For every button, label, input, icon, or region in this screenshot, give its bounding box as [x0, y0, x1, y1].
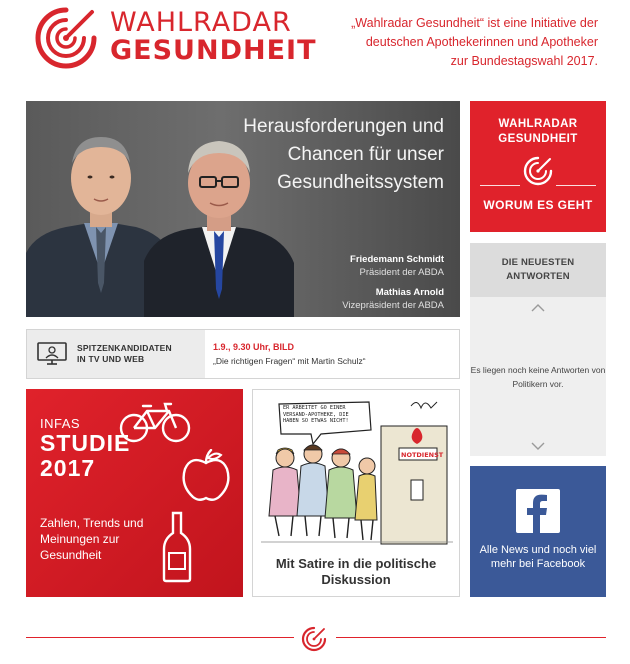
studie-tile[interactable]	[26, 389, 243, 597]
kandidaten-label	[77, 343, 172, 365]
kandidaten-date: 1.9., 9.30 Uhr, BILD	[213, 342, 295, 352]
wahlradar-card[interactable]	[470, 101, 606, 232]
logo-wordmark-line2[interactable]: GESUNDHEIT	[110, 35, 317, 66]
satire-cartoon-image	[261, 396, 453, 546]
answers-empty-text: Es liegen noch keine Antworten von Politikern vor.	[470, 365, 606, 389]
bottle-icon	[162, 511, 192, 583]
spitzenkandidaten-teaser[interactable]	[26, 329, 460, 379]
cartoon-speech-text: ER ARBEITET GO EINER VERSAND-APOTHEKE, DIE HABEN SO ETWAS NICHT!	[283, 405, 349, 425]
facebook-tile[interactable]	[470, 466, 606, 597]
kandidaten-label-line2: IN TV UND WEB	[77, 354, 145, 364]
wahlradar-logo-icon[interactable]	[301, 626, 327, 652]
kandidaten-label-panel	[27, 330, 205, 378]
wahlradar-logo-icon	[523, 156, 553, 186]
answers-heading-line2: ANTWORTEN	[506, 271, 570, 282]
wahlradar-card-title-line2: GESUNDHEIT	[498, 133, 578, 145]
apple-icon	[181, 449, 231, 503]
hero-caption	[284, 253, 444, 312]
facebook-icon	[516, 489, 560, 533]
hero-title: Herausforderungen und Chancen für unser Gesundheitssystem	[243, 116, 444, 193]
bicycle-icon	[119, 401, 191, 443]
card-divider-right	[556, 185, 596, 186]
kandidaten-text: „Die richtigen Fragen“ mit Martin Schulz“	[213, 356, 366, 366]
answers-heading	[470, 243, 606, 297]
studie-description: Zahlen, Trends und Meinungen zur Gesundheit	[40, 516, 144, 562]
hero-banner[interactable]	[26, 101, 460, 317]
studie-sub: INFAS	[40, 416, 81, 431]
studie-title	[40, 431, 130, 481]
footer-divider-left	[26, 637, 294, 638]
chevron-down-icon[interactable]	[531, 441, 545, 451]
kandidaten-label-line1: SPITZENKANDIDATEN	[77, 343, 172, 353]
facebook-text: Alle News und noch viel mehr bei Facebook	[479, 544, 597, 570]
wahlradar-logo-icon[interactable]	[34, 6, 98, 70]
person1-role: Präsident der ABDA	[359, 267, 444, 278]
tv-icon	[37, 342, 67, 366]
chevron-up-icon[interactable]	[531, 303, 545, 313]
answers-heading-line1: DIE NEUESTEN	[501, 257, 575, 268]
person1-name: Friedemann Schmidt	[350, 254, 444, 265]
person2-role: Vizepräsident der ABDA	[342, 300, 444, 311]
cartoon-sign-text: NOTDIENST	[401, 451, 444, 459]
person2-name: Mathias Arnold	[375, 287, 444, 298]
newest-answers-panel	[470, 243, 606, 456]
studie-title-line1: STUDIE	[40, 430, 131, 456]
studie-title-line2: 2017	[40, 455, 96, 481]
satire-tile[interactable]	[252, 389, 460, 597]
site-header	[0, 0, 630, 80]
worum-es-geht-link[interactable]: WORUM ES GEHT	[483, 198, 593, 212]
intro-text: „Wahlradar Gesundheit“ ist eine Initiative der deutschen Apothekerinnen und Apotheker zur Bundestagswahl 2017.	[351, 16, 598, 68]
footer-divider-right	[336, 637, 606, 638]
logo-wordmark-line1[interactable]: WAHLRADAR	[110, 7, 292, 38]
satire-caption: Mit Satire in die politische Diskussion	[275, 556, 437, 587]
wahlradar-card-title	[470, 117, 606, 147]
card-divider-left	[480, 185, 520, 186]
wahlradar-card-title-line1: WAHLRADAR	[498, 118, 578, 130]
